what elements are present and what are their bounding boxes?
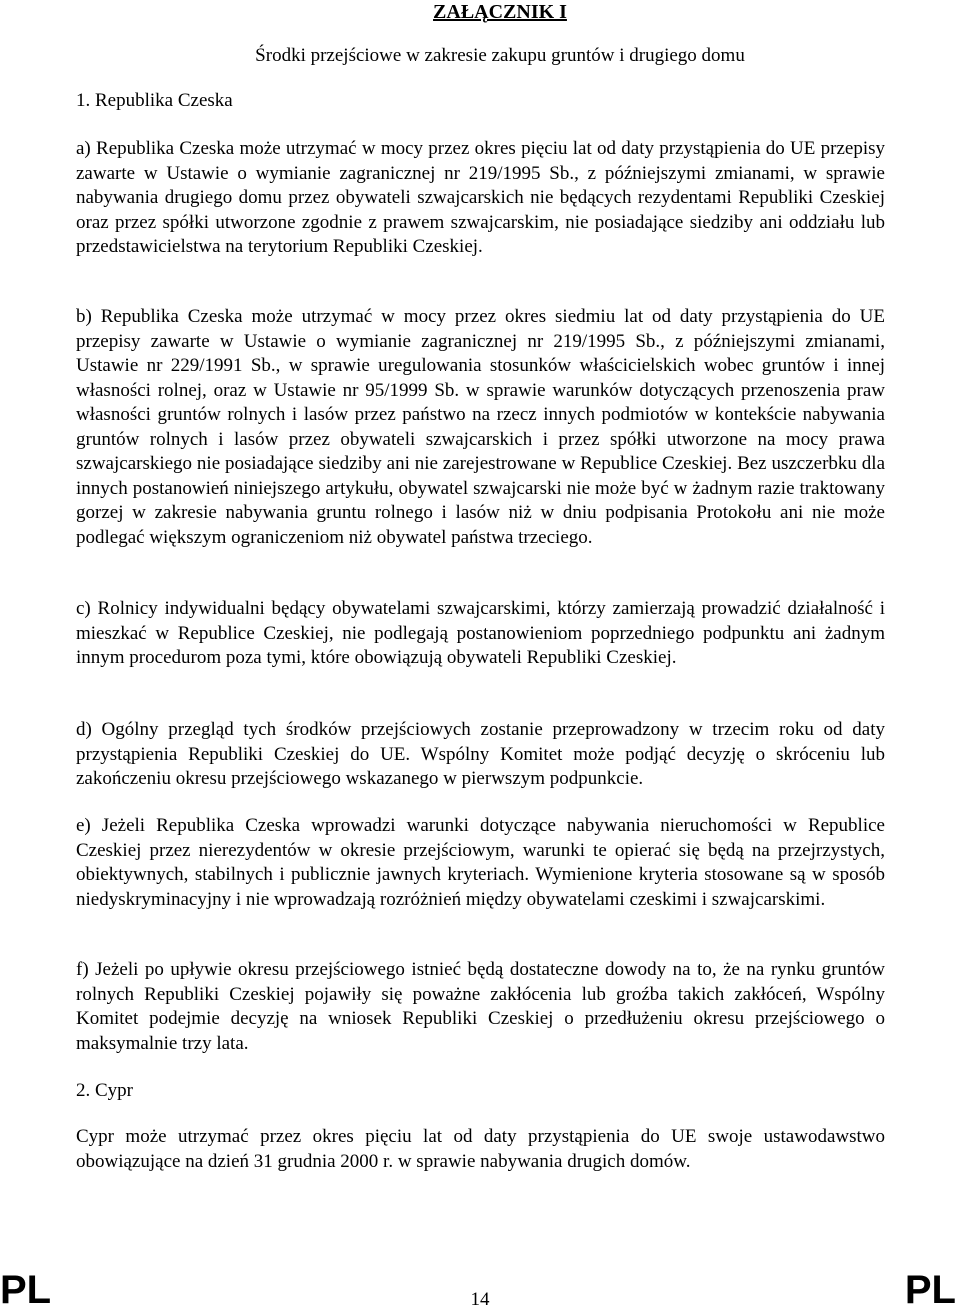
paragraph-f: f) Jeżeli po upływie okresu przejściowego istnieć będą dostateczne dowody na to, że na rynku gruntów rolnych Republiki Czeskiej pojawiły się poważne zakłócenia lub groźba takich zakłóceń, Wspólny Komitet podejmie decyzję na wniosek Republiki Czeskiej o przedłużeniu okresu przejściowego o maksymalnie trzy lata. xyxy=(76,959,885,1054)
paragraph-a: a) Republika Czeska może utrzymać w mocy przez okres pięciu lat od daty przystąpienia do UE przepisy zawarte w Ustawie o wymianie zagranicznej nr 219/1995 Sb., z późniejszymi zmianami, w sprawie nabywania drugiego domu przez obywateli szwajcarskich nie będących rezydentami Republiki Czeskiej oraz przez spółki utworzone zgodnie z prawem szwajcarskim, nie posiadające siedziby ani oddziału lub przedstawicielstwa na terytorium Republiki Czeskiej. xyxy=(76,138,885,257)
footer-language-left: PL xyxy=(0,1268,52,1312)
page-number: 14 xyxy=(470,1289,490,1310)
document-subtitle: Środki przejściowe w zakresie zakupu gruntów i drugiego domu xyxy=(255,45,745,66)
section-heading-czech: 1. Republika Czeska xyxy=(76,90,233,111)
paragraph-b: b) Republika Czeska może utrzymać w mocy przez okres siedmiu lat od daty przystąpienia do UE przepisy zawarte w Ustawie o wymianie zagranicznej nr 219/1995 Sb., z późniejszymi zmianami, Ustawie nr 229/1991 Sb., w sprawie uregulowania stosunków właścicielskich wobec gruntów i innej własności rolnej, oraz w Ustawie nr 95/1999 Sb. w sprawie warunków dotyczących przenoszenia praw własności gruntów rolnych i lasów przez państwo na rzecz innych podmiotów w kontekście nabywania gruntów rolnych i lasów przez obywateli szwajcarskich i przez spółki utworzone na mocy prawa szwajcarskiego nie posiadające siedziby ani nie zarejestrowane w Republice Czeskiej. Bez uszczerbku dla innych postanowień niniejszego artykułu, obywatel szwajcarski nie może być w żadnym razie traktowany gorzej w zakresie nabywania gruntu rolnego i lasów niż w dniu podpisania Protokołu ani nie może podlegać większym ograniczeniom niż obywatel państwa trzeciego. xyxy=(76,306,885,548)
section-heading-cyprus: 2. Cypr xyxy=(76,1080,133,1101)
footer-language-right: PL xyxy=(904,1268,956,1312)
paragraph-d: d) Ogólny przegląd tych środków przejściowych zostanie przeprowadzony w trzecim roku od daty przystąpienia Republiki Czeskiej do UE. Wspólny Komitet może podjąć decyzję o skróceniu lub zakończeniu okresu przejściowego wskazanego w pierwszym podpunkcie. xyxy=(76,719,885,789)
paragraph-e: e) Jeżeli Republika Czeska wprowadzi warunki dotyczące nabywania nieruchomości w Republice Czeskiej przez nierezydentów w okresie przejściowym, warunki te opierać się będą na przejrzystych, obiektywnych, stabilnych i publicznie jawnych kryteriach. Wymienione kryteria stosowane są w sposób niedyskryminacyjny i nie wprowadzają rozróżnień między obywatelami czeskimi i szwajcarskimi. xyxy=(76,815,885,910)
annex-title: ZAŁĄCZNIK I xyxy=(433,1,567,23)
paragraph-cyprus: Cypr może utrzymać przez okres pięciu lat od daty przystąpienia do UE swoje ustawodawstwo obowiązujące na dzień 31 grudnia 2000 r. w sprawie nabywania drugich domów. xyxy=(76,1126,885,1172)
paragraph-c: c) Rolnicy indywidualni będący obywatelami szwajcarskimi, którzy zamierzają prowadzić działalność i mieszkać w Republice Czeskiej, nie podlegają postanowieniom poprzedniego podpunktu ani żadnym innym procedurom poza tymi, które obowiązują obywateli Republiki Czeskiej. xyxy=(76,598,885,668)
